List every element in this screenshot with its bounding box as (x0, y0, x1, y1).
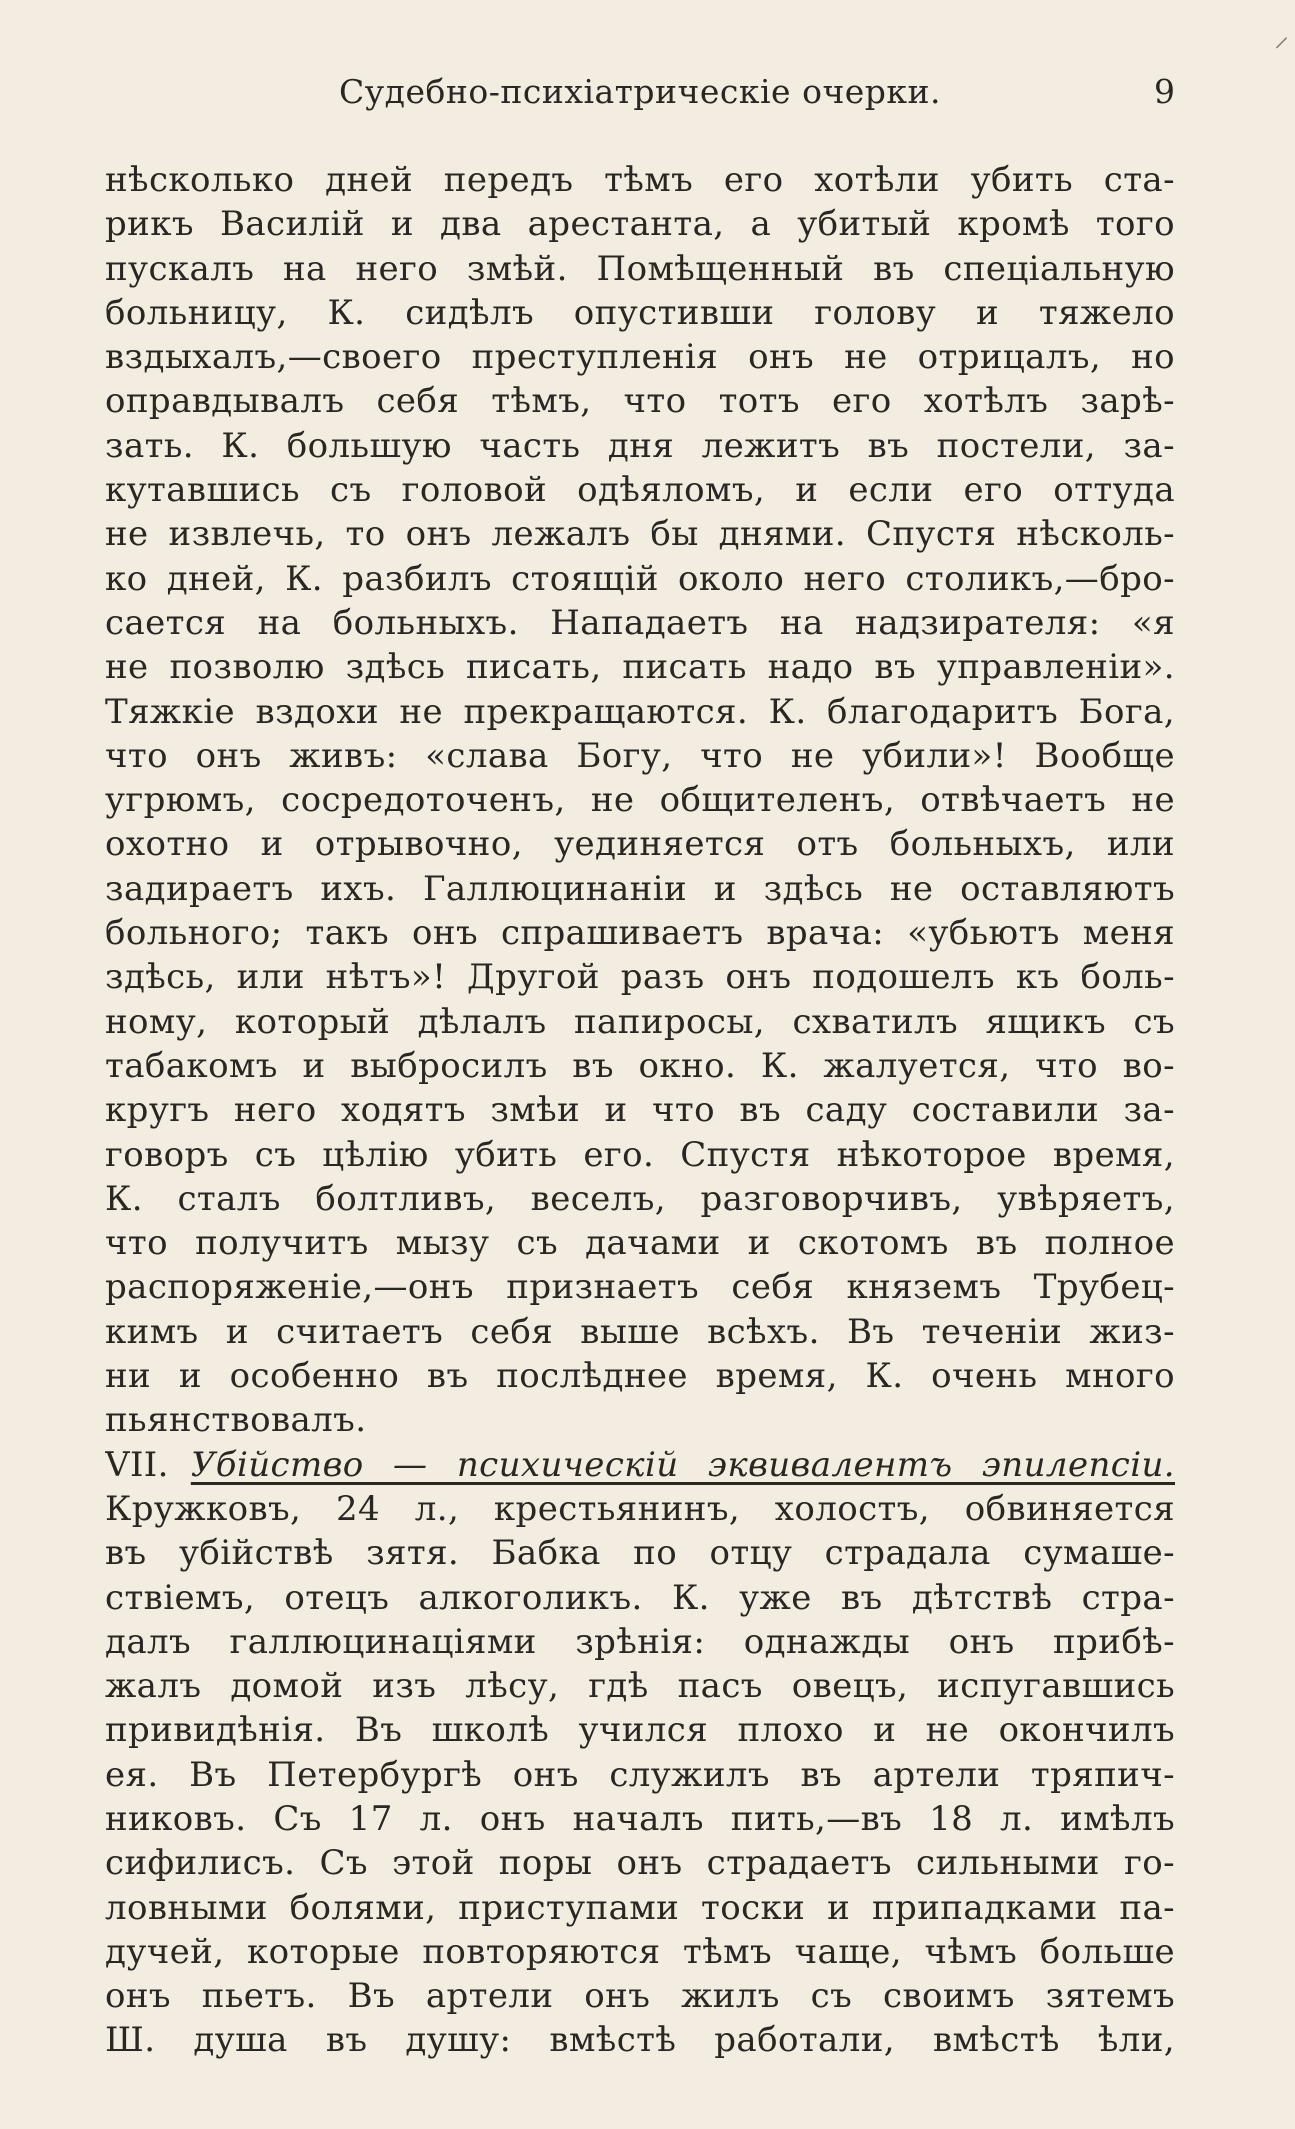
text-line: кругъ него ходятъ змѣи и что въ саду составили за- (105, 1090, 1175, 1131)
page-number: 9 (1154, 72, 1175, 111)
text-line: не позволю здѣсь писать, писать надо въ управленіи». (105, 647, 1175, 688)
section-heading (105, 1443, 1175, 1487)
text-line: говоръ съ цѣлію убить его. Спустя нѣкоторое время, (105, 1134, 1175, 1175)
text-line: нѣсколько дней передъ тѣмъ его хотѣли убить ста- (105, 160, 1175, 200)
text-line: ловными болями, приступами тоски и припадками па- (105, 1887, 1175, 1928)
section-title: Убійство — психическій эквивалентъ эпилепсіи. (190, 1444, 1175, 1485)
text-line: кутавшись съ головой одѣяломъ, и если его оттуда (105, 470, 1175, 511)
text-line: кимъ и считаетъ себя выше всѣхъ. Въ теченіи жиз- (105, 1311, 1175, 1352)
text-line: пускалъ на него змѣй. Помѣщенный въ спеціальную (105, 248, 1175, 289)
text-line: ни и особенно въ послѣднее время, К. очень много (105, 1356, 1175, 1397)
text-line: что онъ живъ: «слава Богу, что не убили»! Вообще (105, 735, 1175, 776)
text-line: привидѣнія. Въ школѣ учился плохо и не окончилъ (105, 1710, 1175, 1751)
page-body (105, 158, 1175, 2063)
text-line: сается на больныхъ. Нападаетъ на надзирателя: «я (105, 602, 1175, 643)
text-line: пьянствовалъ. (105, 1400, 367, 1441)
text-line: дучей, которые повторяются тѣмъ чаще, чѣмъ больше (105, 1931, 1175, 1972)
text-line: Тяжкіе вздохи не прекращаются. К. благодаритъ Бога, (105, 691, 1175, 732)
text-line: охотно и отрывочно, уединяется отъ больныхъ, или (105, 824, 1175, 865)
text-line: жалъ домой изъ лѣсу, гдѣ пасъ овецъ, испугавшись (105, 1666, 1175, 1707)
text-line: въ убійствѣ зятя. Бабка по отцу страдала сумаше- (105, 1533, 1175, 1574)
text-line: ко дней, К. разбилъ стоящій около него столикъ,—бро- (105, 558, 1175, 599)
text-line: распоряженіе,—онъ признаетъ себя княземъ Трубец- (105, 1267, 1175, 1308)
text-line: никовъ. Съ 17 л. онъ началъ пить,—въ 18 л. имѣлъ (105, 1798, 1175, 1839)
section-number: VII. (105, 1444, 169, 1485)
running-head: Судебно-психіатрическіе очерки. (338, 72, 942, 111)
text-line: что получитъ мызу съ дачами и скотомъ въ полное (105, 1223, 1175, 1264)
text-line: задираетъ ихъ. Галлюцинаніи и здѣсь не оставляютъ (105, 868, 1175, 909)
text-line: вздыхалъ,—своего преступленія онъ не отрицалъ, но (105, 337, 1175, 378)
text-line: не извлечь, то онъ лежалъ бы днями. Спустя нѣсколь- (105, 514, 1175, 555)
corner-mark: ⸝ (1274, 19, 1289, 54)
text-line: далъ галлюцинаціями зрѣнія: однажды онъ прибѣ- (105, 1621, 1175, 1662)
text-line: Кружковъ, 24 л., крестьянинъ, холостъ, обвиняется (105, 1488, 1175, 1529)
text-line: оправдывалъ себя тѣмъ, что тотъ его хотѣлъ зарѣ- (105, 381, 1175, 422)
text-line: сифилисъ. Съ этой поры онъ страдаетъ сильными го- (105, 1843, 1175, 1884)
text-line: табакомъ и выбросилъ въ окно. К. жалуется, что во- (105, 1045, 1175, 1086)
text-line: больницу, К. сидѣлъ опустивши голову и тяжело (105, 292, 1175, 333)
text-line: больного; такъ онъ спрашиваетъ врача: «убьютъ меня (105, 913, 1175, 954)
text-line: здѣсь, или нѣтъ»! Другой разъ онъ подошелъ къ боль- (105, 957, 1175, 998)
text-line: ствіемъ, отецъ алкоголикъ. К. уже въ дѣтствѣ стра- (105, 1577, 1175, 1618)
text-line: рикъ Василій и два арестанта, а убитый кромѣ того (105, 204, 1175, 245)
text-line: онъ пьетъ. Въ артели онъ жилъ съ своимъ зятемъ (105, 1976, 1175, 2017)
text-line: К. сталъ болтливъ, веселъ, разговорчивъ, увѣряетъ, (105, 1178, 1175, 1219)
page-header (105, 72, 1175, 122)
text-line: Ш. душа въ душу: вмѣстѣ работали, вмѣстѣ ѣли, (105, 2020, 1175, 2061)
text-line: зать. К. большую часть дня лежитъ въ постели, за- (105, 425, 1175, 466)
text-line: угрюмъ, сосредоточенъ, не общителенъ, отвѣчаетъ не (105, 780, 1175, 821)
text-line: ному, который дѣлалъ папиросы, схватилъ ящикъ съ (105, 1001, 1175, 1042)
text-line: ея. Въ Петербургѣ онъ служилъ въ артели тряпич- (105, 1754, 1175, 1795)
